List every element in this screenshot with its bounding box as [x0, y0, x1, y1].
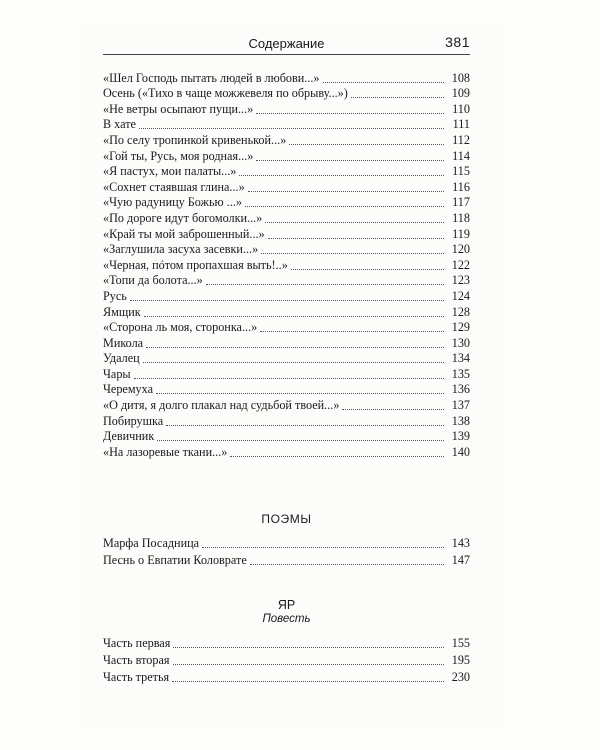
- section-subheading-povest: Повесть: [262, 613, 311, 625]
- dot-leader: [239, 175, 444, 176]
- toc-entry: [103, 335, 470, 351]
- toc-entry: [103, 210, 470, 226]
- toc-entry-title: «Сторона ль моя, сторонка...»: [103, 320, 258, 335]
- dot-leader: [342, 409, 444, 410]
- toc-entry-title: Русь: [103, 288, 127, 303]
- toc-entry-page: 129: [451, 320, 470, 335]
- section-heading-poems: ПОЭМЫ: [261, 512, 312, 526]
- toc-entry-title: Песнь о Евпатии Коловрате: [103, 553, 247, 567]
- toc-entry: [103, 195, 470, 211]
- toc-entry-page: 118: [452, 210, 470, 225]
- dot-leader: [323, 82, 444, 83]
- section-heading-yar: ЯР: [277, 598, 296, 612]
- toc-entry-page: 138: [451, 413, 470, 428]
- toc-entry-page: 122: [451, 257, 470, 272]
- header-page-number: 381: [445, 34, 470, 50]
- toc-entry: [103, 288, 470, 304]
- toc-entry-page: 124: [451, 288, 470, 303]
- dot-leader: [291, 269, 444, 270]
- toc-entry-title: Ямщик: [103, 304, 141, 319]
- dot-leader: [130, 300, 444, 301]
- toc-entry: [103, 651, 470, 668]
- toc-entry-title: «На лазоревые ткани...»: [103, 444, 228, 459]
- dot-leader: [256, 113, 444, 114]
- toc-entry: [103, 70, 470, 86]
- toc-entry: [103, 668, 470, 685]
- toc-entry-title: «Заглушила засуха засевки...»: [103, 242, 259, 257]
- toc-entry-page: 110: [452, 101, 470, 116]
- toc-entry: [103, 148, 470, 164]
- toc-entry-page: 130: [451, 335, 470, 350]
- header-rule: [103, 54, 470, 55]
- toc-entry: [103, 534, 470, 551]
- toc-entry: [103, 382, 470, 398]
- dot-leader: [289, 144, 444, 145]
- toc-entry: [103, 86, 470, 102]
- toc-entry-page: 116: [452, 179, 470, 194]
- dot-leader: [230, 456, 444, 457]
- toc-entry: [103, 257, 470, 273]
- toc-entry-title: Черемуха: [103, 382, 153, 397]
- toc-entry-page: 128: [451, 304, 470, 319]
- toc-entry-title: «Не ветры осыпают пущи...»: [103, 101, 254, 116]
- toc-entry-title: Чары: [103, 366, 131, 381]
- toc-entry-page: 115: [452, 164, 470, 179]
- toc-novel-parts: [103, 634, 470, 685]
- toc-entry-title: Осень («Тихо в чаще можжевеля по обрыву...»): [103, 86, 348, 101]
- toc-entry-page: 119: [452, 226, 470, 241]
- toc-entry-title: «Гой ты, Русь, моя родная...»: [103, 148, 254, 163]
- toc-entry-page: 136: [451, 382, 470, 397]
- toc-entry-page: 134: [451, 351, 470, 366]
- running-header: [103, 34, 470, 56]
- toc-entry-page: 123: [451, 273, 470, 288]
- toc-entry-title: Микола: [103, 335, 144, 350]
- toc-entry-title: Часть вторая: [103, 653, 170, 667]
- toc-entry-page: 147: [451, 553, 470, 567]
- dot-leader: [144, 316, 444, 317]
- toc-entry: [103, 117, 470, 133]
- dot-leader: [351, 97, 444, 98]
- toc-entry-title: «Я пастух, мои палаты...»: [103, 164, 237, 179]
- dot-leader: [172, 681, 444, 682]
- dot-leader: [173, 647, 444, 648]
- dot-leader: [143, 362, 444, 363]
- toc-entry-title: «По дороге идут богомолки...»: [103, 210, 263, 225]
- toc-entry-title: «Черная, пóтом пропахшая выть!..»: [103, 257, 288, 272]
- dot-leader: [268, 238, 444, 239]
- dot-leader: [134, 378, 444, 379]
- toc-entry-page: 108: [451, 70, 470, 85]
- dot-leader: [202, 547, 444, 548]
- toc-entry: [103, 226, 470, 242]
- toc-entry-title: «Край ты мой заброшенный...»: [103, 226, 265, 241]
- toc-entry: [103, 273, 470, 289]
- dot-leader: [260, 331, 444, 332]
- toc-entry-page: 230: [451, 670, 470, 684]
- toc-entry-page: 139: [451, 429, 470, 444]
- toc-entry-page: 137: [451, 398, 470, 413]
- toc-entry-title: «По селу тропинкой кривенькой...»: [103, 132, 287, 147]
- dot-leader: [261, 253, 444, 254]
- toc-entry-title: Часть первая: [103, 636, 171, 650]
- dot-leader: [157, 440, 444, 441]
- toc-entry-page: 143: [451, 536, 470, 550]
- toc-entry: [103, 413, 470, 429]
- toc-entry-page: 114: [452, 148, 470, 163]
- toc-entry-page: 112: [452, 132, 470, 147]
- dot-leader: [248, 191, 444, 192]
- dot-leader: [245, 206, 444, 207]
- toc-entry: [103, 429, 470, 445]
- toc-entry-title: «Топи да болота...»: [103, 273, 203, 288]
- toc-entry: [103, 101, 470, 117]
- toc-entry: [103, 397, 470, 413]
- toc-entry-title: «О дитя, я долго плакал над судьбой твоей...»: [103, 398, 340, 413]
- toc-entry: [103, 179, 470, 195]
- toc-entry-title: Часть третья: [103, 670, 170, 684]
- toc-entry-page: 195: [451, 653, 470, 667]
- toc-poems-list: [103, 70, 470, 460]
- dot-leader: [146, 347, 444, 348]
- toc-entry-page: 155: [451, 636, 470, 650]
- toc-entry-title: «Сохнет стаявшая глина...»: [103, 179, 245, 194]
- dot-leader: [265, 222, 444, 223]
- toc-entry-page: 111: [452, 117, 470, 132]
- toc-entry: [103, 304, 470, 320]
- toc-entry-title: Девичник: [103, 429, 155, 444]
- toc-entry: [103, 132, 470, 148]
- toc-entry-page: 117: [452, 195, 470, 210]
- toc-entry: [103, 164, 470, 180]
- header-title: Содержание: [248, 36, 325, 51]
- toc-entry: [103, 551, 470, 568]
- dot-leader: [256, 160, 444, 161]
- toc-entry-title: В хате: [103, 117, 136, 132]
- dot-leader: [139, 128, 444, 129]
- toc-entry-title: Побирушка: [103, 413, 164, 428]
- toc-entry-page: 109: [451, 86, 470, 101]
- dot-leader: [166, 425, 444, 426]
- toc-long-poems: [103, 534, 470, 568]
- toc-entry-title: «Шел Господь пытать людей в любови...»: [103, 70, 320, 85]
- toc-entry-title: «Чую радуницу Божью ...»: [103, 195, 242, 210]
- toc-entry: [103, 242, 470, 258]
- dot-leader: [250, 564, 444, 565]
- toc-entry: [103, 634, 470, 651]
- toc-entry: [103, 444, 470, 460]
- toc-entry-page: 135: [451, 366, 470, 381]
- toc-entry: [103, 351, 470, 367]
- toc-entry-page: 140: [451, 444, 470, 459]
- dot-leader: [173, 664, 445, 665]
- toc-entry-title: Удалец: [103, 351, 140, 366]
- toc-entry: [103, 320, 470, 336]
- dot-leader: [156, 393, 444, 394]
- toc-entry: [103, 366, 470, 382]
- toc-entry-title: Марфа Посадница: [103, 536, 200, 550]
- dot-leader: [206, 284, 444, 285]
- toc-entry-page: 120: [451, 242, 470, 257]
